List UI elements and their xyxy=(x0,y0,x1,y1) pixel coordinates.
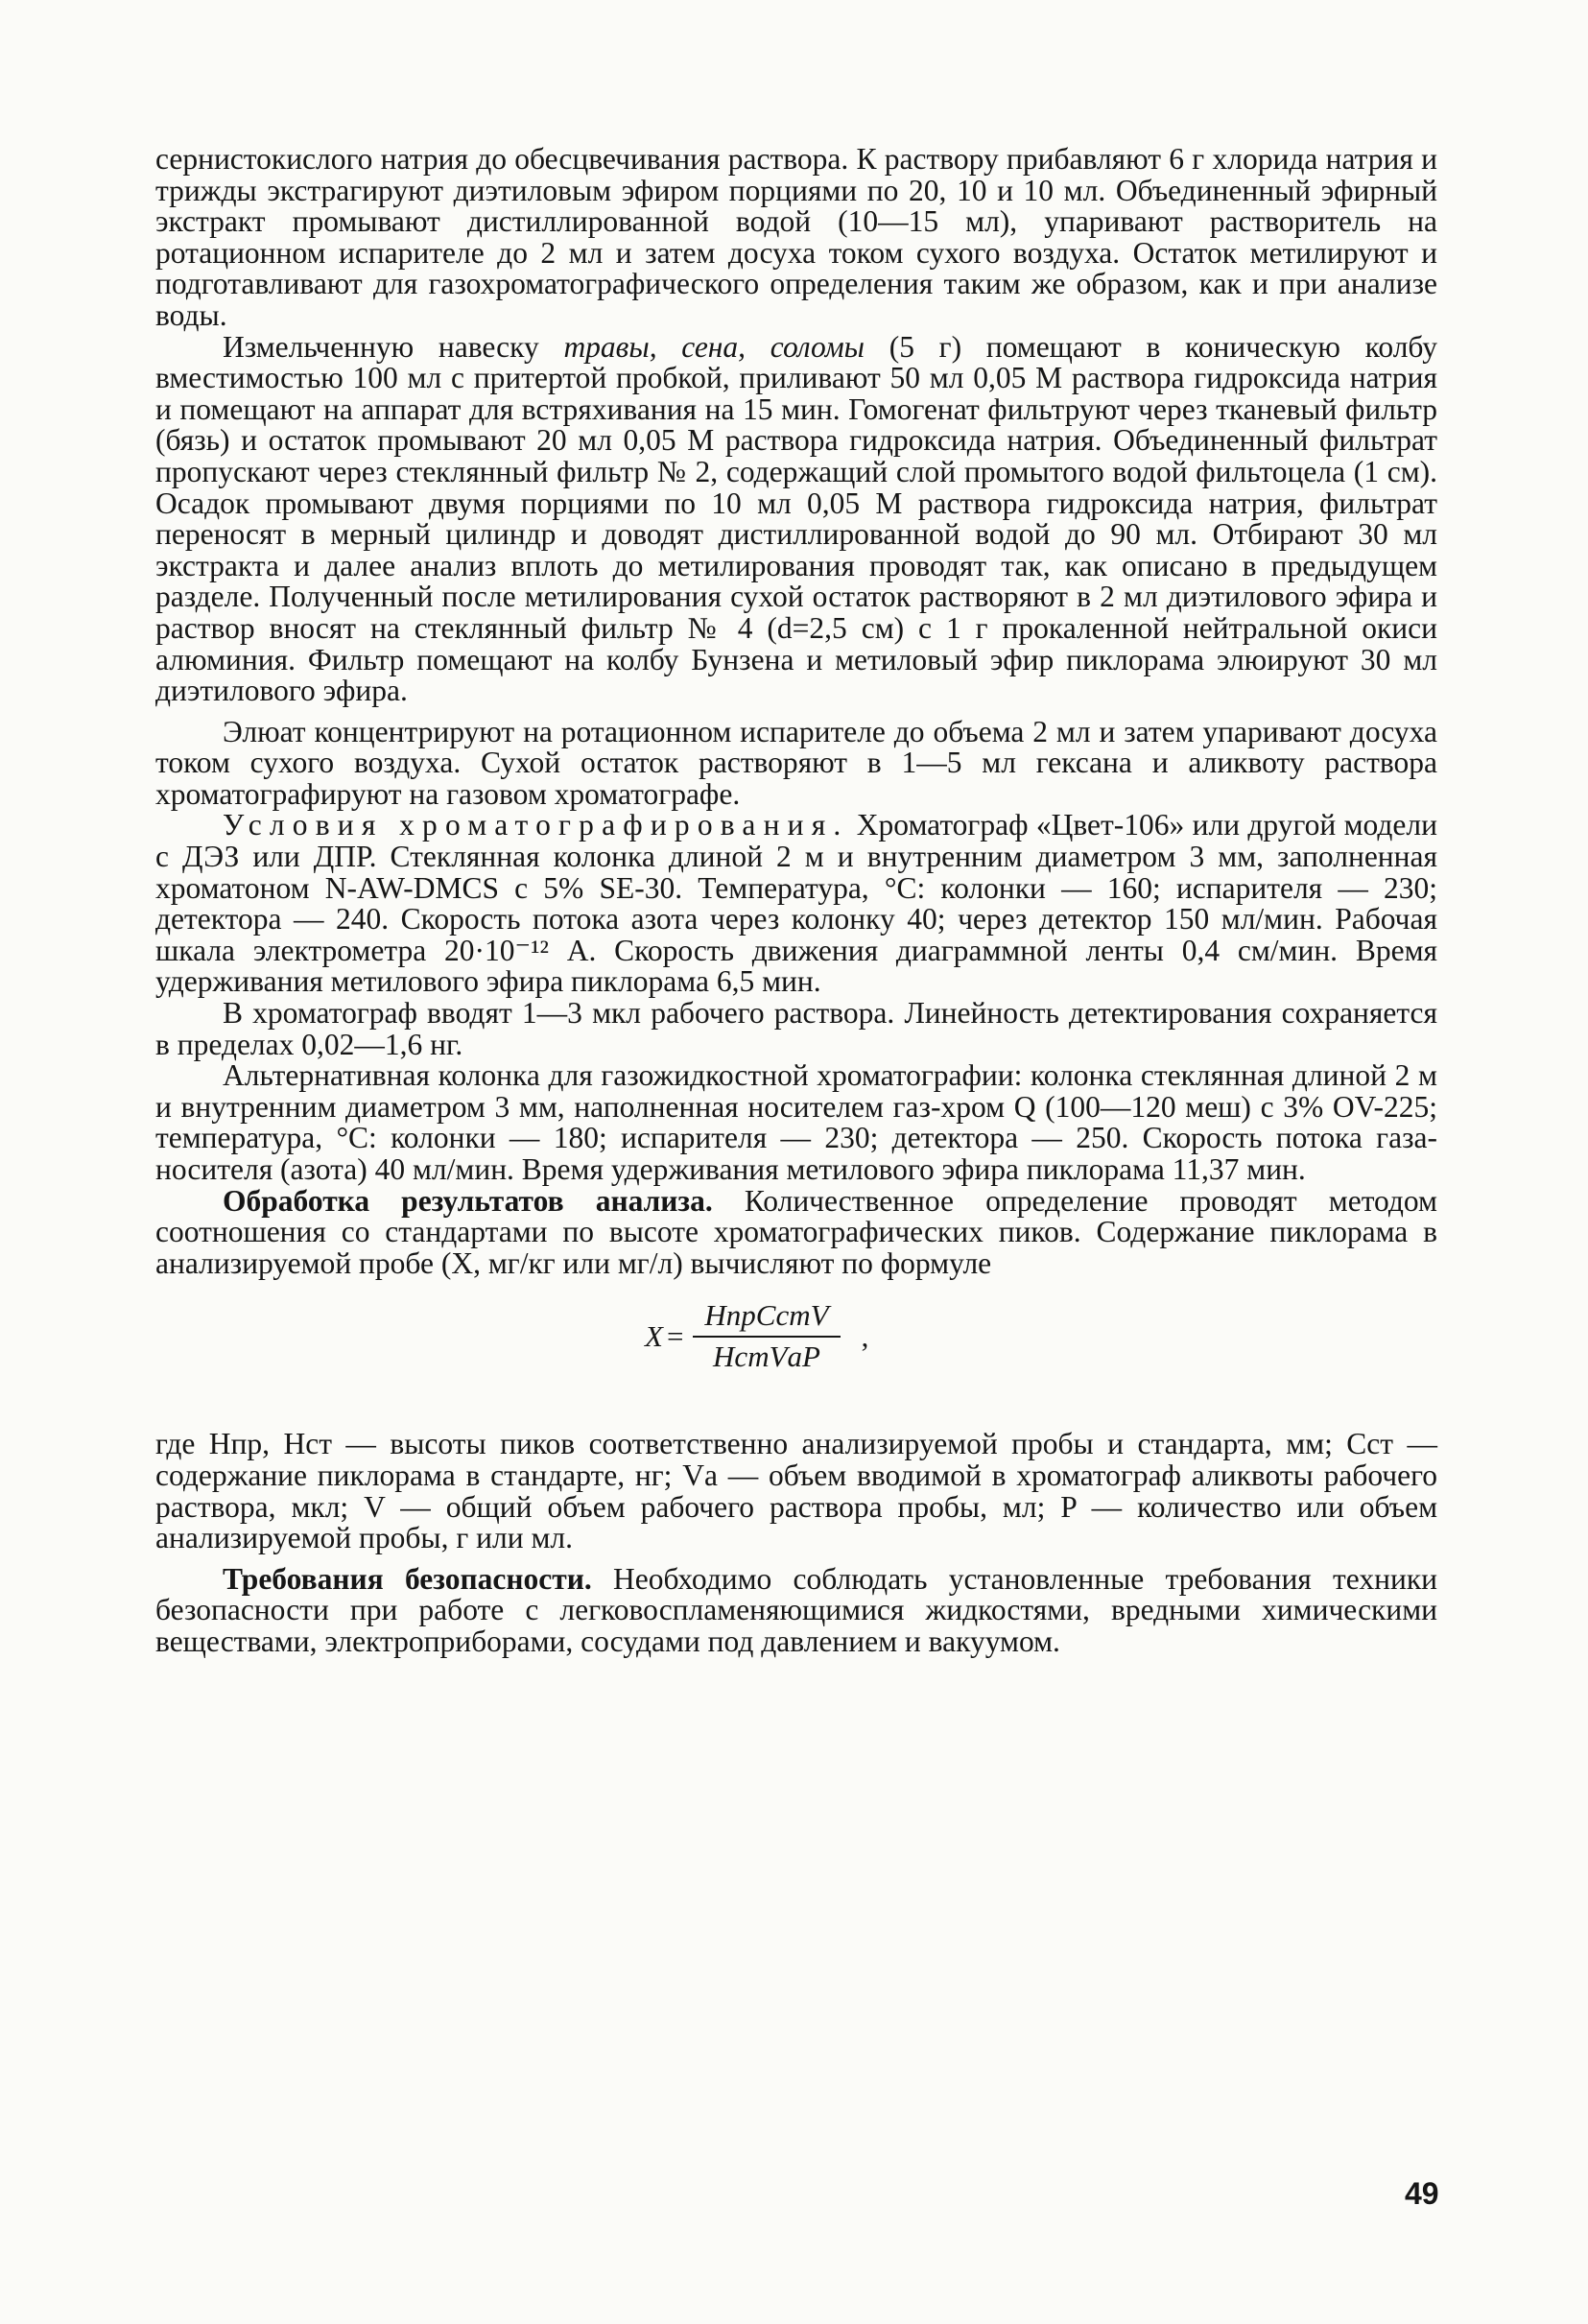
paragraph-2-body: (5 г) помещают в коническую колбу вместимостью 100 мл с притертой пробкой, приливают 50 мл 0,05 М раствора гидроксида натрия и помещают на аппарат для встряхивания на 15 мин. Гомогенат фильтруют через тканевый фильтр (бязь) и остаток промывают 20 мл 0,05 М раствора гидроксида натрия. Объединенный фильтрат пропускают через стеклянный фильтр № 2, содержащий слой промытого водой фильтоцела (1 см). Осадок промывают двумя порциями по 10 мл 0,05 М раствора гидроксида натрия, фильтрат переносят в мерный цилиндр и доводят дистиллированной водой до 90 мл. Отбирают 30 мл экстракта и далее анализ вплоть до метилирования проводят так, как описано в предыдущем разделе. Полученный после метилирования сухой остаток растворяют в 2 мл диэтилового эфира и раствор вносят на стеклянный фильтр № 4 (d=2,5 см) с 1 г прокаленной нейтральной окиси алюминия. Фильтр помещают на колбу Бунзена и метиловый эфир пиклорама элюируют 30 мл диэтилового эфира. xyxy=(155,329,1437,708)
paragraph-5: В хроматограф вводят 1—3 мкл рабочего раствора. Линейность детектирования сохраняется в пределах 0,02—1,6 нг. xyxy=(155,996,1437,1061)
paragraph-7-body: Количественное определение проводят методом соотношения со стандартами по высоте хроматографических пиков. Содержание пиклорама в анализируемой пробе (X, мг/кг или мг/л) вычисляют по формуле xyxy=(155,1183,1437,1280)
page-number: 49 xyxy=(1405,2176,1439,2211)
paragraph-2-intro: Измельченную навеску xyxy=(223,329,564,364)
paragraph-8: где Hпр, Hст — высоты пиков соответственно анализируемой пробы и стандарта, мм; Cст — содержание пиклорама в стандарте, нг; Vа — объем вводимой в хроматограф аликвоты рабочего раствора, мкл; V — общий объем рабочего раствора пробы, мл; P — количество или объем анализируемой пробы, г или мл. xyxy=(155,1427,1437,1555)
formula-trailing-comma: , xyxy=(861,1318,869,1353)
section-heading-safety: Требования безопасности. xyxy=(223,1561,592,1596)
section-heading-results: Обработка результатов анализа. xyxy=(223,1183,713,1218)
formula-fraction xyxy=(693,1300,840,1372)
formula-numerator: HпрCстV xyxy=(693,1300,840,1338)
body-text xyxy=(155,144,1437,1658)
paragraph-3: Элюат концентрируют на ротационном испарителе до объема 2 мл и затем упаривают досуха током сухого воздуха. Сухой остаток растворяют в 1—5 мл гексана и аликвоту раствора хроматографируют на газовом хроматографе. xyxy=(155,714,1437,811)
paragraph-4 xyxy=(155,810,1437,998)
paragraph-2 xyxy=(155,329,1437,708)
paragraph-9-body: Необходимо соблюдать установленные требования техники безопасности при работе с легковоспламеняющимися жидкостями, вредными химическими веществами, электроприборами, сосудами под давлением и вакуумом. xyxy=(155,1561,1437,1658)
paragraph-1: сернистокислого натрия до обесцвечивания раствора. К раствору прибавляют 6 г хлорида натрия и трижды экстрагируют диэтиловым эфиром порциями по 20, 10 и 10 мл. Объединенный эфирный экстракт промывают дистиллированной водой (10—15 мл), упаривают растворитель на ротационном испарителе до 2 мл и затем досуха током сухого воздуха. Остаток метилируют и подготавливают для газохроматографического определения таким же образом, как и при анализе воды. xyxy=(155,142,1437,332)
paragraph-2-italic-samples: травы, сена, соломы xyxy=(563,329,865,364)
section-heading-conditions: Условия хроматографирования. xyxy=(223,808,849,842)
paragraph-9 xyxy=(155,1561,1437,1658)
paragraph-7 xyxy=(155,1183,1437,1280)
formula-denominator: HстVаP xyxy=(713,1339,820,1373)
paragraph-6: Альтернативная колонка для газожидкостной хроматографии: колонка стеклянная длиной 2 м и внутренним диаметром 3 мм, наполненная носителем газ-хром Q (100—120 меш) с 3% OV-225; температура, °С: колонки — 180; испарителя — 230; детектора — 250. Скорость потока газа-носителя (азота) 40 мл/мин. Время удерживания метилового эфира пиклорама 11,37 мин. xyxy=(155,1058,1437,1186)
formula: X = $\frac{\text{HпрCстV}}{\text{HстVаP}}$ , xyxy=(645,1298,869,1373)
paragraph-4-body: Хроматограф «Цвет-106» или другой модели с ДЭЗ или ДПР. Стеклянная колонка длиной 2 м и внутренним диаметром 3 мм, заполненная хроматоном N-AW-DMCS с 5% SE-30. Температура, °С: колонки — 160; испарителя — 230; детектора — 240. Скорость потока азота через колонку 40; через детектор 150 мл/мин. Рабочая шкала электрометра 20·10⁻¹² А. Скорость движения диаграммной ленты 0,4 см/мин. Время удерживания метилового эфира пиклорама 6,5 мин. xyxy=(155,808,1437,999)
formula-lhs: X xyxy=(645,1318,663,1353)
